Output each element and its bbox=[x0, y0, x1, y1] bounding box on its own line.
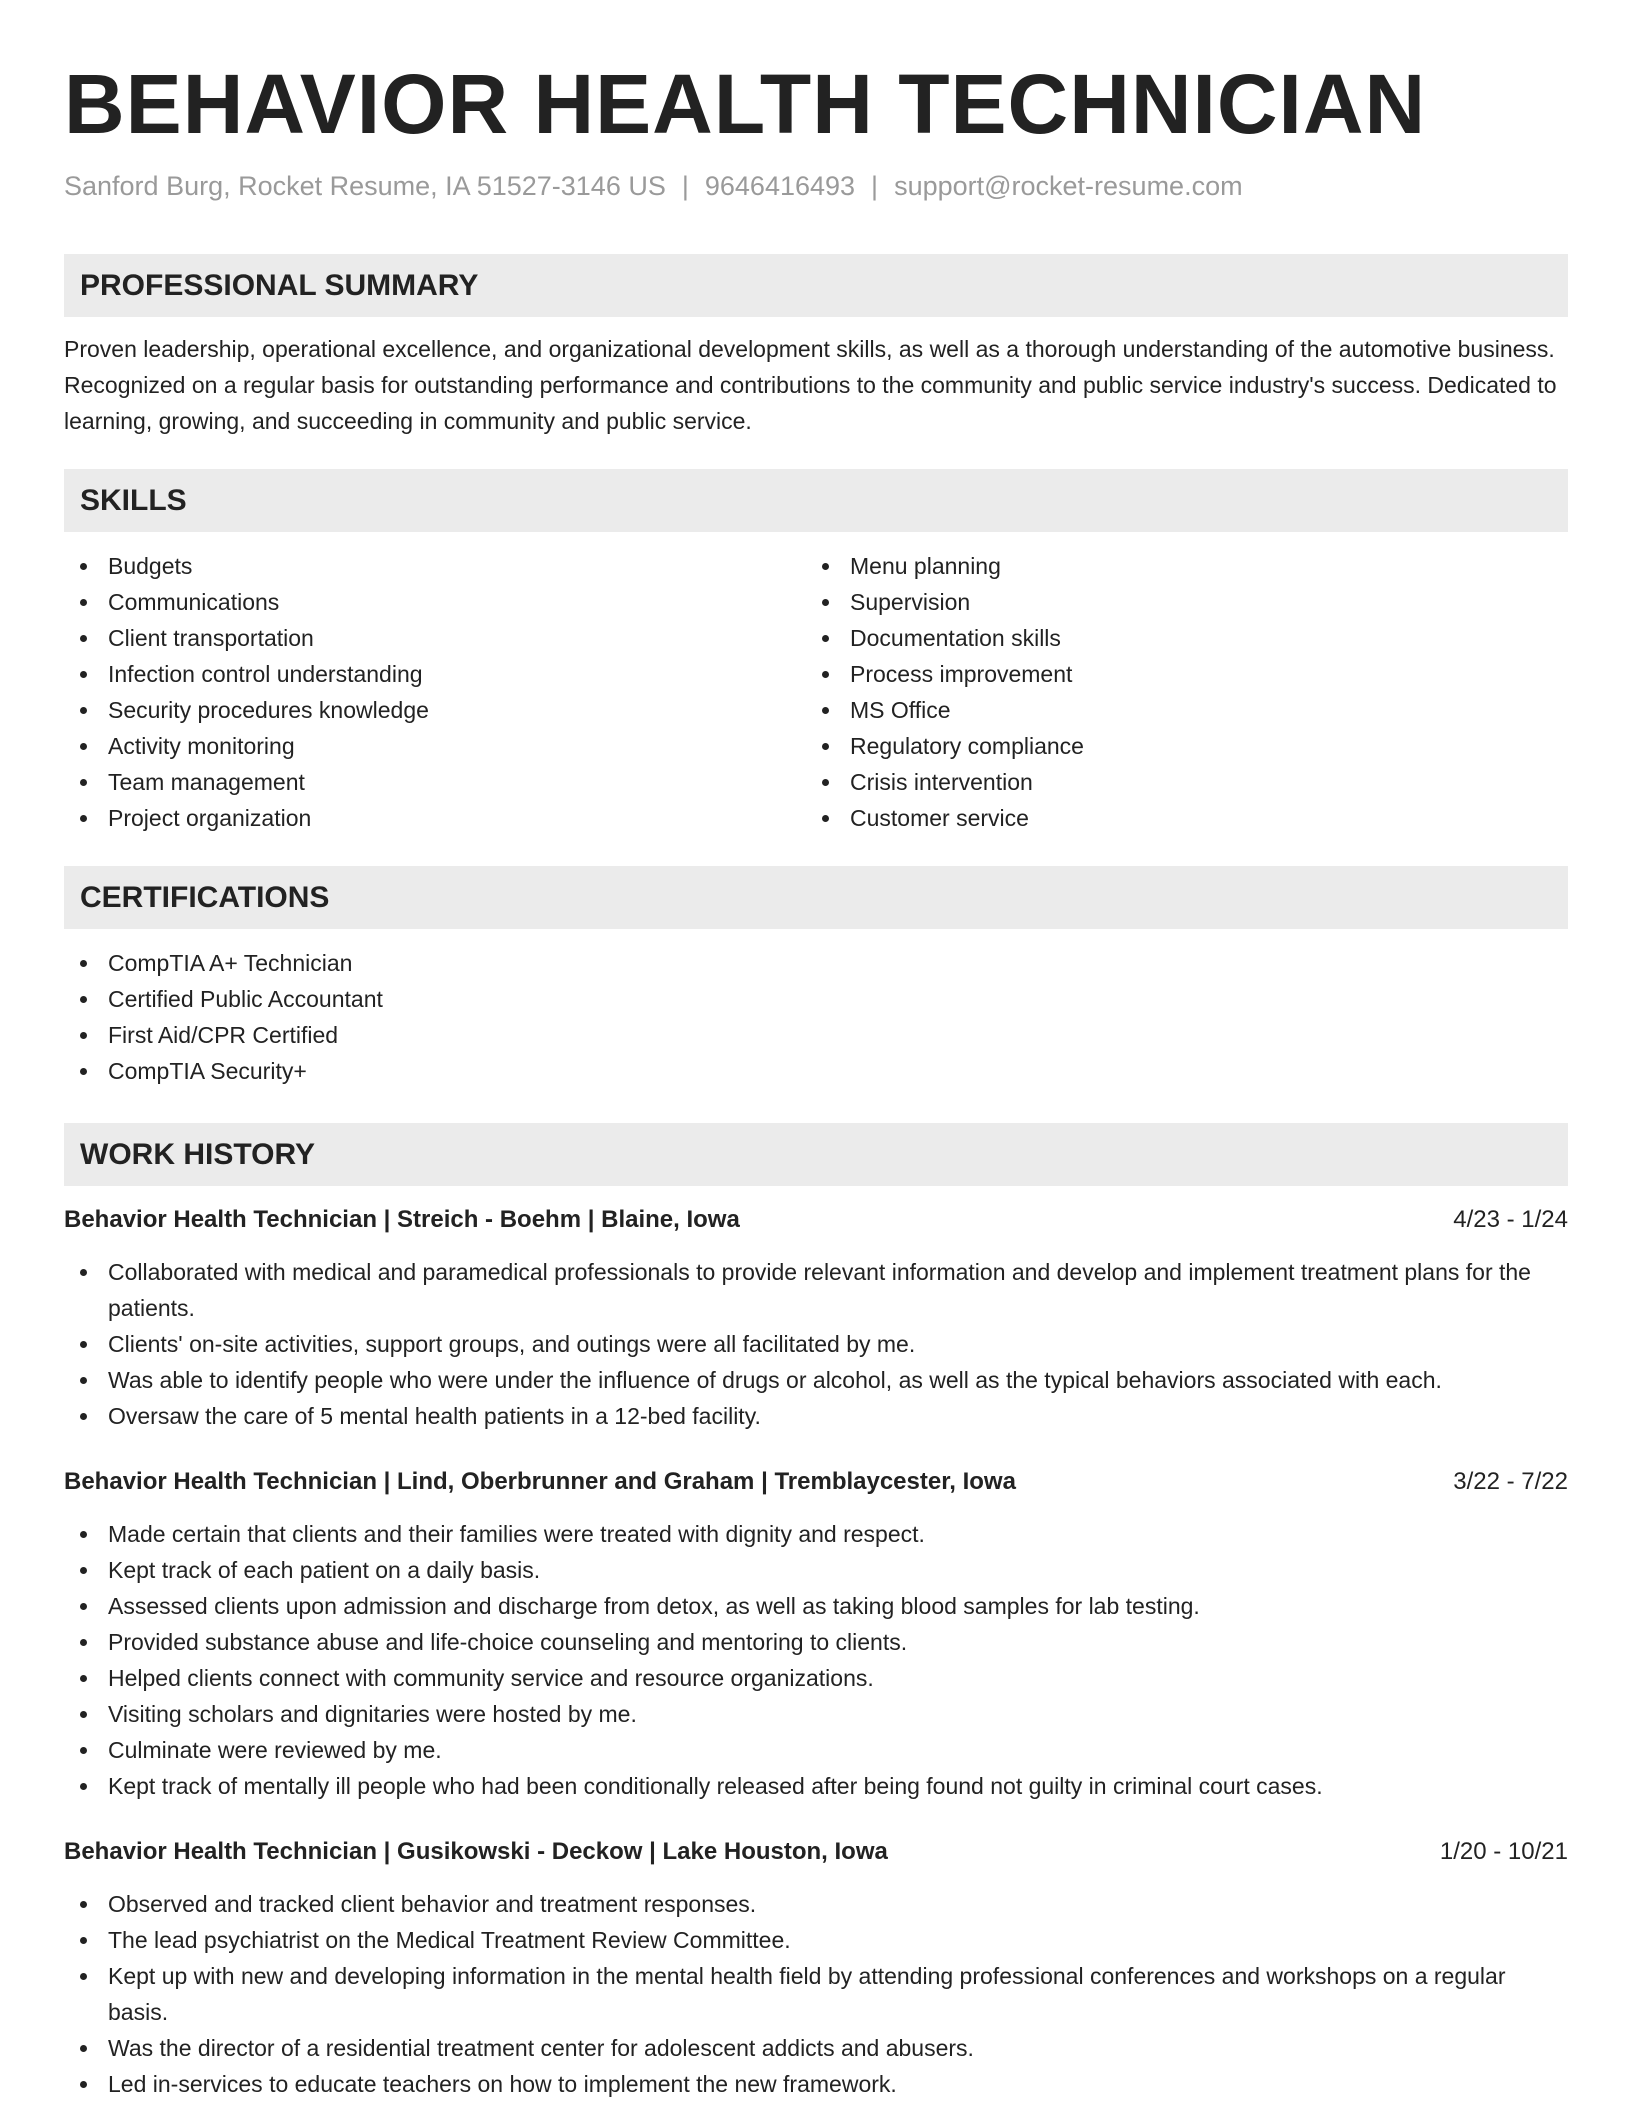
skill-item: Communications bbox=[64, 584, 806, 620]
skill-item: Customer service bbox=[806, 800, 1548, 836]
certification-item: CompTIA A+ Technician bbox=[64, 945, 1568, 981]
job-bullet: Provided substance abuse and life-choice counseling and mentoring to clients. bbox=[64, 1624, 1568, 1660]
contact-line bbox=[64, 168, 1568, 204]
section-header-skills: SKILLS bbox=[64, 469, 1568, 532]
job-bullet: Kept track of each patient on a daily basis. bbox=[64, 1552, 1568, 1588]
skill-item: Infection control understanding bbox=[64, 656, 806, 692]
skills-list-right bbox=[806, 548, 1548, 836]
contact-separator: | bbox=[681, 171, 689, 201]
summary-text: Proven leadership, operational excellence, and organizational development skills, as well as a thorough understanding of the automotive business. Recognized on a regular basis for outstanding performance and contributions to the community and public service industry's success. Dedicated to learning, growing, and succeeding in community and public service. bbox=[64, 336, 1557, 434]
job-bullet: Visiting scholars and dignitaries were hosted by me. bbox=[64, 1696, 1568, 1732]
contact-separator: | bbox=[871, 171, 879, 201]
job-entry bbox=[64, 1834, 1568, 2102]
job-bullets bbox=[64, 1886, 1568, 2102]
job-title: Behavior Health Technician | Streich - Boehm | Blaine, Iowa bbox=[64, 1206, 740, 1233]
certification-item: Certified Public Accountant bbox=[64, 981, 1568, 1017]
skill-item: Activity monitoring bbox=[64, 728, 806, 764]
job-title: Behavior Health Technician | Lind, Oberbrunner and Graham | Tremblaycester, Iowa bbox=[64, 1468, 1016, 1495]
job-bullet: The lead psychiatrist on the Medical Treatment Review Committee. bbox=[64, 1922, 1568, 1958]
job-bullet: Kept track of mentally ill people who had been conditionally released after being found not guilty in criminal court cases. bbox=[64, 1768, 1568, 1804]
contact-phone: 9646416493 bbox=[704, 171, 856, 201]
skill-item: Client transportation bbox=[64, 620, 806, 656]
job-entry bbox=[64, 1464, 1568, 1804]
section-header-certifications: CERTIFICATIONS bbox=[64, 866, 1568, 929]
job-bullets bbox=[64, 1516, 1568, 1804]
skill-item: Documentation skills bbox=[806, 620, 1548, 656]
job-bullets bbox=[64, 1254, 1568, 1434]
job-bullet: Observed and tracked client behavior and treatment responses. bbox=[64, 1886, 1568, 1922]
job-bullet: Was the director of a residential treatment center for adolescent addicts and abusers. bbox=[64, 2030, 1568, 2066]
job-entry bbox=[64, 1202, 1568, 1434]
job-bullet: Oversaw the care of 5 mental health patients in a 12-bed facility. bbox=[64, 1398, 1568, 1434]
skills-grid bbox=[64, 548, 1568, 836]
certifications-list bbox=[64, 945, 1568, 1089]
job-dates: 3/22 - 7/22 bbox=[1453, 1468, 1568, 1495]
section-header-work-history: WORK HISTORY bbox=[64, 1123, 1568, 1186]
skills-list-left bbox=[64, 548, 806, 836]
job-header bbox=[64, 1834, 1568, 1870]
job-bullet: Made certain that clients and their families were treated with dignity and respect. bbox=[64, 1516, 1568, 1552]
job-bullet: Clients' on-site activities, support groups, and outings were all facilitated by me. bbox=[64, 1326, 1568, 1362]
job-dates: 4/23 - 1/24 bbox=[1453, 1206, 1568, 1233]
job-header bbox=[64, 1202, 1568, 1238]
contact-address: Sanford Burg, Rocket Resume, IA 51527-3146 US bbox=[64, 171, 666, 201]
job-bullet: Collaborated with medical and paramedical professionals to provide relevant information and develop and implement treatment plans for the patients. bbox=[64, 1254, 1568, 1326]
skill-item: Regulatory compliance bbox=[806, 728, 1548, 764]
contact-email: support@rocket-resume.com bbox=[894, 171, 1243, 201]
job-bullet: Kept up with new and developing information in the mental health field by attending professional conferences and workshops on a regular basis. bbox=[64, 1958, 1568, 2030]
skill-item: Budgets bbox=[64, 548, 806, 584]
skill-item: Project organization bbox=[64, 800, 806, 836]
skill-item: Process improvement bbox=[806, 656, 1548, 692]
candidate-name: BEHAVIOR HEALTH TECHNICIAN bbox=[64, 57, 1427, 151]
skill-item: Security procedures knowledge bbox=[64, 692, 806, 728]
resume-page bbox=[64, 0, 1568, 2102]
section-header-summary: PROFESSIONAL SUMMARY bbox=[64, 254, 1568, 317]
skill-item: Menu planning bbox=[806, 548, 1548, 584]
job-header bbox=[64, 1464, 1568, 1500]
job-bullet: Assessed clients upon admission and discharge from detox, as well as taking blood samples for lab testing. bbox=[64, 1588, 1568, 1624]
job-title: Behavior Health Technician | Gusikowski - Deckow | Lake Houston, Iowa bbox=[64, 1838, 888, 1865]
skill-item: Team management bbox=[64, 764, 806, 800]
job-bullet: Helped clients connect with community service and resource organizations. bbox=[64, 1660, 1568, 1696]
skill-item: Supervision bbox=[806, 584, 1548, 620]
job-bullet: Led in-services to educate teachers on how to implement the new framework. bbox=[64, 2066, 1568, 2102]
job-bullet: Was able to identify people who were under the influence of drugs or alcohol, as well as the typical behaviors associated with each. bbox=[64, 1362, 1568, 1398]
certification-item: First Aid/CPR Certified bbox=[64, 1017, 1568, 1053]
job-dates: 1/20 - 10/21 bbox=[1439, 1838, 1568, 1865]
skill-item: Crisis intervention bbox=[806, 764, 1548, 800]
skill-item: MS Office bbox=[806, 692, 1548, 728]
certification-item: CompTIA Security+ bbox=[64, 1053, 1568, 1089]
job-bullet: Culminate were reviewed by me. bbox=[64, 1732, 1568, 1768]
